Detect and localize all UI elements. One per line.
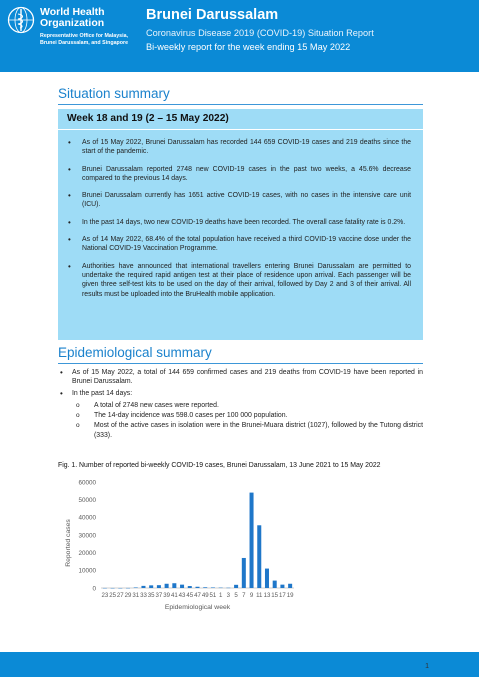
x-tick-label: 17 [279,592,286,599]
x-tick-label: 7 [242,592,246,599]
x-tick-label: 31 [132,592,140,599]
x-tick-label: 3 [226,592,231,599]
who-emblem-icon [7,6,35,34]
bar [203,587,207,588]
y-tick-label: 60000 [78,479,96,487]
x-tick-label: 47 [194,592,201,599]
situation-bullet: • Brunei Darussalam reported 2748 new COVID-19 cases in the past two weeks, a 45.6% decrease compared to the previous 14 days. [82,165,411,184]
bar [188,586,192,588]
y-tick-label: 40000 [78,514,96,522]
x-tick-label: 19 [286,592,294,599]
section-divider [58,104,423,105]
bar [250,493,254,588]
x-tick-label: 37 [155,592,163,599]
epi-bullet [58,389,423,440]
epi-sub-item: o Most of the active cases in isolation were in the Brunei-Muara district (1027), followed by the Tutong district (333). [72,421,423,440]
section-divider [58,363,423,364]
x-tick-label: 11 [256,592,263,599]
x-tick-label: 39 [163,592,171,599]
bar [273,581,277,588]
x-tick-label: 9 [249,592,254,599]
x-tick-label: 35 [147,592,155,599]
x-tick-label: 15 [271,592,279,599]
report-header [0,0,479,72]
epi-bullet [58,368,423,387]
situation-summary-title: Situation summary [58,86,170,101]
epi-bullet-text: As of 15 May 2022, a total of 144 659 confirmed cases and 219 deaths from COVID-19 have been reported in Brunei Darussalam. [72,369,423,386]
week-heading: Week 18 and 19 (2 – 15 May 2022) [58,109,423,130]
epi-sub-item: o The 14-day incidence was 598.0 cases per 100 000 population. [72,411,423,420]
y-axis-label: Reported cases [65,519,72,567]
org-name: World Health Organization [40,6,105,29]
case-bar-chart [58,472,358,622]
x-axis-label: Epidemiological week [164,604,231,611]
y-tick-label: 10000 [78,567,96,575]
figure-caption: Fig. 1. Number of reported bi-weekly COVID-19 cases, Brunei Darussalam, 13 June 2021 to 15 May 2022 [58,462,381,469]
x-tick-label: 13 [263,592,271,599]
bar [280,585,284,588]
situation-bullet: • As of 15 May 2022, Brunei Darussalam has recorded 144 659 COVID-19 cases and 219 deaths since the start of the pandemic. [82,138,411,157]
x-tick-label: 5 [234,592,238,599]
x-tick-label: 23 [101,592,109,599]
y-tick-label: 50000 [78,496,96,504]
epi-sub-item: o A total of 2748 new cases were reported. [72,401,423,410]
y-tick-label: 20000 [78,549,96,557]
situation-summary-box [58,109,423,340]
x-tick-label: 1 [218,592,223,599]
epidemiological-summary-title: Epidemiological summary [58,345,212,360]
x-tick-label: 41 [170,592,178,599]
page-number: 1 [425,663,429,670]
bar [180,585,184,588]
bar [149,585,153,588]
epi-bullet-list [58,368,423,442]
y-tick-label: 30000 [78,532,96,540]
report-title: Coronavirus Disease 2019 (COVID-19) Situation Report [146,28,374,38]
bar [265,569,269,588]
situation-bullet: • In the past 14 days, two new COVID-19 deaths have been recorded. The overall case fatality rate is 0.2%. [82,218,411,227]
x-tick-label: 27 [116,592,124,599]
chart-svg [58,472,358,622]
epi-sub-list [72,401,423,440]
x-tick-label: 33 [140,592,147,599]
x-tick-label: 49 [201,592,209,599]
x-tick-label: 29 [124,592,132,599]
bar [288,584,292,588]
epi-bullet-text: In the past 14 days: [72,389,133,397]
bar [157,585,161,588]
bar [165,584,169,588]
bar [257,525,261,588]
x-tick-label: 25 [109,592,116,599]
situation-bullet: • Brunei Darussalam currently has 1651 active COVID-19 cases, with no cases in the intensive care unit (ICU). [82,191,411,210]
bar [195,587,199,588]
situation-bullet: • As of 14 May 2022, 68.4% of the total population have received a third COVID-19 vaccine dose under the National COVID-19 Vaccination Programme. [82,235,411,254]
x-tick-label: 51 [209,592,217,599]
x-tick-label: 43 [178,592,186,599]
bar [242,558,246,588]
situation-bullet-list [58,131,423,307]
y-tick-label: 0 [92,585,96,593]
bar [172,583,176,588]
footer-bar [0,652,479,677]
bar [134,587,138,588]
situation-bullet: • Authorities have announced that international travellers entering Brunei Darussalam are permitted to undertake the required rapid antigen test at their place of residence upon arrival. Each passenger will be given three self-test kits to be used on the day of their arrival, followed by Day 2 and 3 of their arrival. All results must be uploaded into the BruHealth mobile application. [82,262,411,299]
x-tick-label: 45 [186,592,194,599]
country-title: Brunei Darussalam [146,7,279,23]
report-week: Bi-weekly report for the week ending 15 May 2022 [146,42,351,52]
bar [234,585,238,588]
org-office: Representative Office for Malaysia, Brunei Darussalam, and Singapore [40,33,129,46]
bar [141,586,145,588]
bar [211,587,215,588]
